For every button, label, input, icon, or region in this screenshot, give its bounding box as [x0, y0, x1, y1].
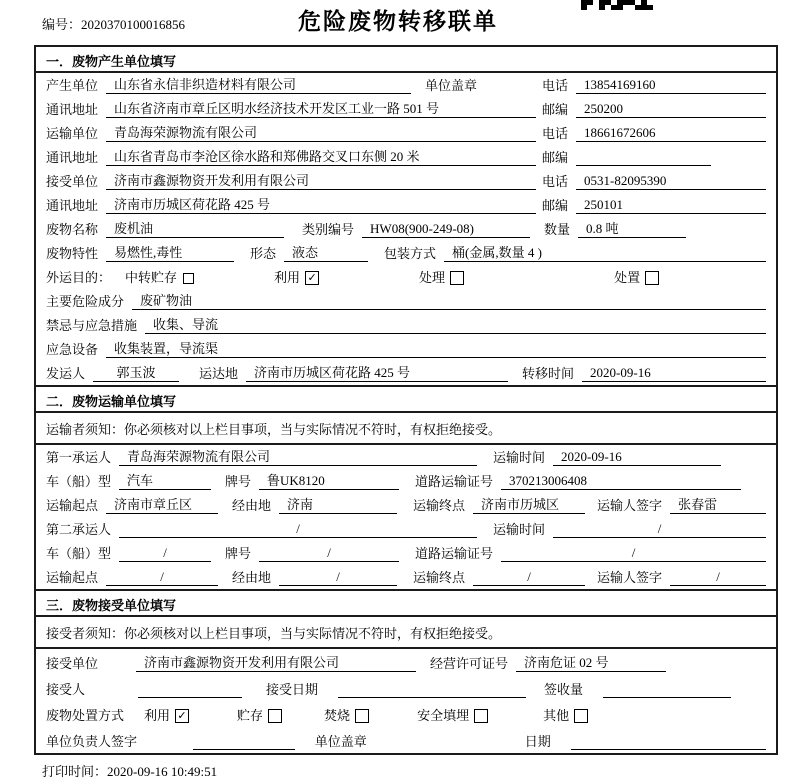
accept-date-label: 接受日期 — [266, 682, 319, 697]
vehicle1-type-value: 汽车 — [119, 470, 211, 490]
accept-unit-value: 济南市鑫源物资开发利用有限公司 — [136, 652, 416, 672]
purpose-storage-label: 中转贮存 — [125, 270, 178, 285]
form-value: 液态 — [284, 242, 368, 262]
waste-props-value: 易燃性,毒性 — [106, 242, 234, 262]
transfer-time-value: 2020-09-16 — [582, 365, 766, 382]
hazard-row — [36, 289, 776, 313]
responsible-sign-label: 单位负责人签字 — [46, 734, 138, 749]
vehicle1-road-label: 道路运输证号 — [415, 474, 494, 489]
disposal-option-burn — [324, 705, 369, 724]
receiver-phone-value: 0531-82095390 — [576, 173, 766, 190]
carrier1-time-value: 2020-09-16 — [553, 449, 721, 466]
transport-zip-label: 邮编 — [541, 150, 568, 165]
disposal-use-label: 利用 — [144, 708, 171, 723]
transport-unit-row — [36, 121, 776, 145]
receiver-notice: 接受者须知：你必须核对以上栏目事项，当与实际情况不符时，有权拒绝接受。 — [36, 617, 776, 649]
route2-end-label: 运输终点 — [413, 570, 466, 585]
vehicle2-type-label: 车（船）型 — [46, 546, 112, 561]
vehicle2-row — [36, 541, 776, 565]
receiver-address-row — [36, 193, 776, 217]
responsible-sign-row — [36, 727, 776, 753]
producer-address-value: 山东省济南市章丘区明水经济技术开发区工业一路 501 号 — [106, 98, 536, 118]
producer-unit-value: 山东省永信非织造材料有限公司 — [106, 74, 411, 94]
route2-sign-value: / — [670, 569, 766, 586]
section3-heading: 三．废物接受单位填写 — [36, 589, 776, 617]
purpose-dispose-label: 处置 — [614, 270, 641, 285]
receiver-zip-value: 250101 — [576, 197, 766, 214]
transporter-notice: 运输者须知：你必须核对以上栏目事项，当与实际情况不符时，有权拒绝接受。 — [36, 413, 776, 445]
disposal-use-checkbox: ✓ — [175, 709, 189, 723]
transport-address-value: 山东省青岛市李沧区徐水路和郑佛路交叉口东侧 20 米 — [106, 146, 536, 166]
route1-sign-value: 张春雷 — [670, 494, 766, 514]
carrier2-value: / — [119, 521, 477, 538]
accept-unit-row — [36, 649, 776, 675]
disposal-store-label: 贮存 — [237, 708, 264, 723]
qr-code-fragment-icon — [581, 0, 653, 10]
unit-seal-label: 单位盖章 — [425, 78, 478, 93]
print-time-value: 2020-09-16 10:49:51 — [107, 764, 218, 779]
disposal-option-other — [543, 705, 588, 724]
vehicle2-road-label: 道路运输证号 — [415, 546, 494, 561]
receiver-unit-row — [36, 169, 776, 193]
vehicle1-plate-value: 鲁UK8120 — [259, 470, 399, 490]
destination-value: 济南市历城区荷花路 425 号 — [246, 362, 508, 382]
route2-via-label: 经由地 — [232, 570, 272, 585]
purpose-option-use — [274, 267, 319, 286]
form-label: 形态 — [250, 246, 277, 261]
route2-start-label: 运输起点 — [46, 570, 99, 585]
taboo-label: 禁忌与应急措施 — [46, 318, 138, 333]
category-code-value: HW08(900-249-08) — [362, 221, 530, 238]
receiver-unit-value: 济南市鑫源物资开发利用有限公司 — [106, 170, 536, 190]
transfer-time-label: 转移时间 — [522, 366, 575, 381]
vehicle2-type-value: / — [119, 545, 211, 562]
license-label: 经营许可证号 — [430, 656, 509, 671]
route1-start-value: 济南市章丘区 — [106, 494, 218, 514]
disposal-other-checkbox — [574, 709, 588, 723]
vehicle1-type-label: 车（船）型 — [46, 474, 112, 489]
sign-date-value — [571, 749, 766, 750]
accept-person-label: 接受人 — [46, 682, 86, 697]
carrier1-value: 青岛海荣源物流有限公司 — [119, 446, 477, 466]
waste-name-row — [36, 217, 776, 241]
route1-end-label: 运输终点 — [413, 498, 466, 513]
print-time-label: 打印时间： — [42, 764, 108, 779]
disposal-option-landfill — [417, 705, 488, 724]
disposal-landfill-label: 安全填埋 — [417, 708, 470, 723]
section2-heading: 二．废物运输单位填写 — [36, 385, 776, 413]
transport-phone-value: 18661672606 — [576, 125, 766, 142]
carrier1-label: 第一承运人 — [46, 450, 112, 465]
transport-phone-label: 电话 — [541, 126, 568, 141]
accept-person-row — [36, 675, 776, 701]
category-code-label: 类别编号 — [302, 222, 355, 237]
producer-phone-value: 13854169160 — [576, 77, 766, 94]
vehicle2-plate-label: 牌号 — [225, 546, 252, 561]
dispatcher-label: 发运人 — [46, 366, 86, 381]
producer-phone-label: 电话 — [541, 78, 568, 93]
accept-date-value — [338, 697, 526, 698]
disposal-burn-label: 焚烧 — [324, 708, 351, 723]
taboo-row — [36, 313, 776, 337]
producer-address-label: 通讯地址 — [46, 102, 99, 117]
disposal-method-row — [36, 701, 776, 727]
vehicle1-road-value: 370213006408 — [501, 473, 741, 490]
route2-sign-label: 运输人签字 — [597, 570, 663, 585]
responsible-sign-value — [193, 749, 295, 750]
taboo-value: 收集、导流 — [145, 314, 766, 334]
carrier1-row — [36, 445, 776, 469]
section1-heading: 一．废物产生单位填写 — [36, 47, 776, 73]
receiver-zip-label: 邮编 — [541, 198, 568, 213]
disposal-landfill-checkbox — [474, 709, 488, 723]
purpose-label: 外运目的： — [46, 270, 112, 285]
print-time — [42, 761, 796, 780]
quantity-label: 数量 — [544, 222, 571, 237]
disposal-option-use — [144, 705, 189, 724]
receiver-unit-label: 接受单位 — [46, 174, 99, 189]
purpose-option-dispose — [614, 267, 659, 286]
sign-date-label: 日期 — [524, 734, 551, 749]
page-header — [0, 0, 796, 45]
serial-value: 2020370100016856 — [81, 17, 186, 32]
vehicle1-plate-label: 牌号 — [225, 474, 252, 489]
waste-props-row — [36, 241, 776, 265]
disposal-store-checkbox — [268, 709, 282, 723]
purpose-storage-checkbox — [183, 273, 194, 284]
equipment-label: 应急设备 — [46, 342, 99, 357]
receiver-address-value: 济南市历城区荷花路 425 号 — [106, 194, 536, 214]
disposal-method-label: 废物处置方式 — [46, 708, 125, 723]
producer-zip-label: 邮编 — [541, 102, 568, 117]
vehicle2-road-value: / — [501, 545, 766, 562]
transport-zip-value — [576, 165, 711, 166]
carrier2-time-value: / — [553, 521, 766, 538]
serial-label: 编号： — [42, 17, 82, 32]
transport-address-row — [36, 145, 776, 169]
route2-row — [36, 565, 776, 589]
transport-unit-label: 运输单位 — [46, 126, 99, 141]
page-title: 危险废物转移联单 — [298, 9, 498, 34]
purpose-use-label: 利用 — [274, 270, 301, 285]
route1-sign-label: 运输人签字 — [597, 498, 663, 513]
license-value: 济南危证 02 号 — [516, 652, 666, 672]
route2-start-value: / — [106, 569, 218, 586]
purpose-treat-checkbox — [450, 271, 464, 285]
route2-end-value: / — [473, 569, 585, 586]
transport-unit-value: 青岛海荣源物流有限公司 — [106, 122, 536, 142]
route1-via-value: 济南 — [279, 494, 397, 514]
dispatcher-value: 郭玉波 — [93, 362, 179, 382]
vehicle2-plate-value: / — [259, 545, 399, 562]
carrier2-label: 第二承运人 — [46, 522, 112, 537]
route1-end-value: 济南市历城区 — [473, 494, 585, 514]
producer-address-row — [36, 97, 776, 121]
hazard-value: 废矿物油 — [132, 290, 766, 310]
transport-address-label: 通讯地址 — [46, 150, 99, 165]
quantity-value: 0.8 吨 — [578, 218, 686, 238]
destination-label: 运达地 — [199, 366, 239, 381]
packing-value: 桶(金属,数量 4 ) — [444, 242, 766, 262]
carrier1-time-label: 运输时间 — [493, 450, 546, 465]
equipment-row — [36, 337, 776, 361]
manifest-form — [34, 45, 778, 755]
receiver-address-label: 通讯地址 — [46, 198, 99, 213]
purpose-option-storage — [125, 267, 194, 286]
hazard-label: 主要危险成分 — [46, 294, 125, 309]
equipment-value: 收集装置，导流渠 — [106, 338, 766, 358]
packing-label: 包装方式 — [384, 246, 437, 261]
received-qty-label: 签收量 — [544, 682, 584, 697]
disposal-burn-checkbox — [355, 709, 369, 723]
producer-unit-label: 产生单位 — [46, 78, 99, 93]
waste-name-label: 废物名称 — [46, 222, 99, 237]
vehicle1-row — [36, 469, 776, 493]
disposal-option-store — [237, 705, 282, 724]
purpose-use-checkbox: ✓ — [305, 271, 319, 285]
waste-props-label: 废物特性 — [46, 246, 99, 261]
accept-unit-label: 接受单位 — [46, 656, 99, 671]
route1-start-label: 运输起点 — [46, 498, 99, 513]
receiver-phone-label: 电话 — [541, 174, 568, 189]
waste-name-value: 废机油 — [106, 218, 284, 238]
route1-row — [36, 493, 776, 517]
purpose-dispose-checkbox — [645, 271, 659, 285]
purpose-option-treat — [419, 267, 464, 286]
producer-zip-value: 250200 — [576, 101, 766, 118]
producer-unit-row — [36, 73, 776, 97]
carrier2-row — [36, 517, 776, 541]
route1-via-label: 经由地 — [232, 498, 272, 513]
disposal-other-label: 其他 — [543, 708, 570, 723]
accept-person-value — [138, 697, 242, 698]
purpose-treat-label: 处理 — [419, 270, 446, 285]
dispatch-row — [36, 361, 776, 385]
carrier2-time-label: 运输时间 — [493, 522, 546, 537]
received-qty-value — [603, 697, 731, 698]
purpose-row — [36, 265, 776, 289]
unit-seal2-label: 单位盖章 — [314, 734, 367, 749]
route2-via-value: / — [279, 569, 397, 586]
